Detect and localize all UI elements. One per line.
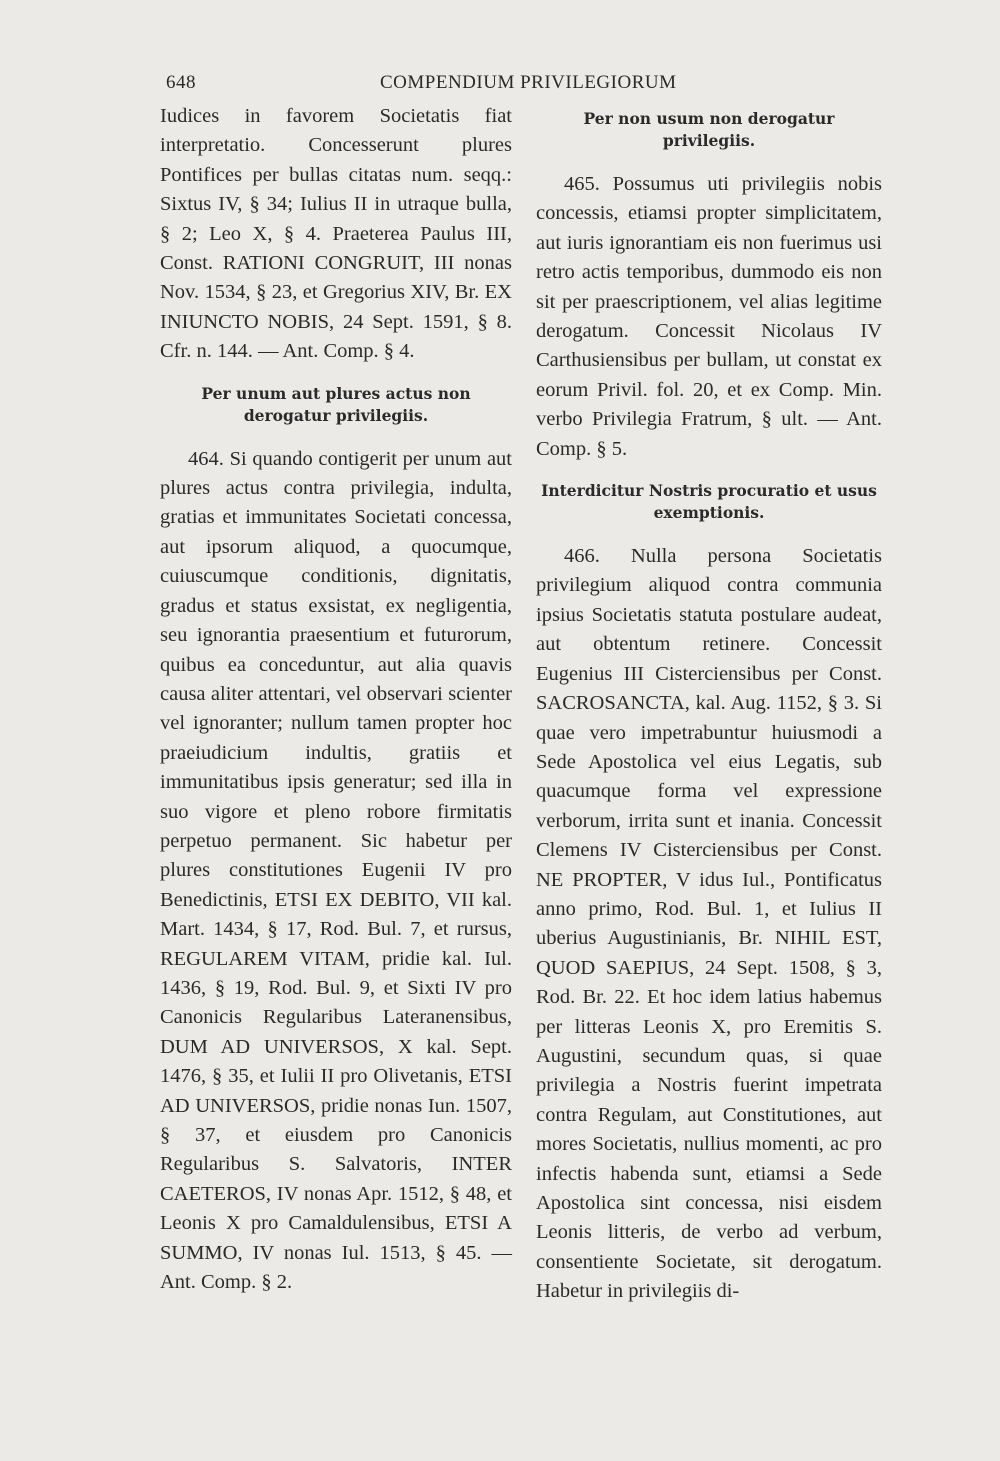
section-heading-466: Interdicitur Nostris procuratio et usus exemptionis. — [541, 481, 877, 523]
section-heading-464: Per unum aut plures actus non derogatur privilegiis. — [201, 383, 471, 425]
page-number: 648 — [166, 72, 196, 93]
paragraph-465: 465. Possumus uti privilegiis nobis concessis, etiamsi propter simplicitatem, aut iuris ignorantiam eis non fuerimus usi retro actis temporibus, dummodo eis non sit per praescriptionem, vel alias legitime derogatum. Concessit Nicolaus IV Carthusiensibus per bullam, ut constat ex eorum Privil. fol. 20, et ex Comp. Min. verbo Privilegia Fratrum, § ult. — Ant. Comp. § 5. — [536, 173, 882, 460]
section-heading-465: Per non usum non derogatur privilegiis. — [583, 109, 835, 150]
running-title: COMPENDIUM PRIVILEGIORUM — [380, 72, 677, 93]
right-column — [536, 102, 882, 1307]
continuation-paragraph: Iudices in favorem Societatis fiat interpretatio. Concesserunt plures Pontifices per bullas citatas num. seqq.: Sixtus IV, § 34; Iulius II in utraque bulla, § 2; Leo X, § 4. Praeterea Paulus III, Const. RATIONI CONGRUIT, III nonas Nov. 1534, § 23, et Gregorius XIV, Br. EX INIUNCTO NOBIS, 24 Sept. 1591, § 8. Cfr. n. 144. — Ant. Comp. § 4. — [160, 105, 512, 363]
left-column — [160, 102, 512, 1297]
paragraph-464: 464. Si quando contigerit per unum aut plures actus contra privilegia, indulta, gratias et immunitates Societati concessa, aut ipsorum aliquod, a quocumque, cuiuscumque conditionis, dignitatis, gradus et status exsistat, ex negligentia, seu ignorantia praesentium et futurorum, quibus ea conceduntur, aut alia quavis causa aliter attentari, vel observari scienter vel ignoranter; nullum tamen propter hoc praeiudicium indultis, gratiis et immunitatibus ipsis generatur; sed illa in suo vigore et pleno robore firmitatis perpetuo permanent. Sic habetur per plures constitutiones Eugenii IV pro Benedictinis, ETSI EX DEBITO, VII kal. Mart. 1434, § 17, Rod. Bul. 7, et rursus, REGULAREM VITAM, pridie kal. Iul. 1436, § 19, Rod. Bul. 9, et Sixti IV pro Canonicis Regularibus Lateranensibus, DUM AD UNIVERSOS, X kal. Sept. 1476, § 35, et Iulii II pro Olivetanis, ETSI AD UNIVERSOS, pridie nonas Iun. 1507, § 37, et eiusdem pro Canonicis Regularibus S. Salvatoris, INTER CAETEROS, IV nonas Apr. 1512, § 48, et Leonis X pro Camaldulensibus, ETSI A SUMMO, IV nonas Iul. 1513, § 45. — Ant. Comp. § 2. — [160, 447, 512, 1294]
paragraph-466: 466. Nulla persona Societatis privilegium aliquod contra communia ipsius Societatis statuta postulare audeat, aut obtentum retinere. Concessit Eugenius III Cisterciensibus per Const. SACROSANCTA, kal. Aug. 1152, § 3. Si quae vero impetrabuntur huiusmodi a Sede Apostolica vel eius Legatis, sub quacumque forma vel expressione verborum, irrita sunt et inania. Concessit Clemens IV Cisterciensibus per Const. NE PROPTER, V idus Iul., Pontificatus anno primo, Rod. Bul. 1, et Iulius II uberius Augustinianis, Br. NIHIL EST, QUOD SAEPIUS, 24 Sept. 1508, § 3, Rod. Br. 22. Et hoc idem latius habemus per litteras Leonis X, pro Eremitis S. Augustini, secundum quas, si quae privilegia a Nostris fuerint impetrata contra Regulam, aut Constitutiones, aut mores Societatis, nullius momenti, ac pro infectis habenda sunt, etiamsi a Sede Apostolica sint concessa, nisi eisdem Leonis litteris, de verbo ad verbum, consentiente Societate, sit derogatum. Habetur in privilegiis di- — [536, 545, 882, 1303]
